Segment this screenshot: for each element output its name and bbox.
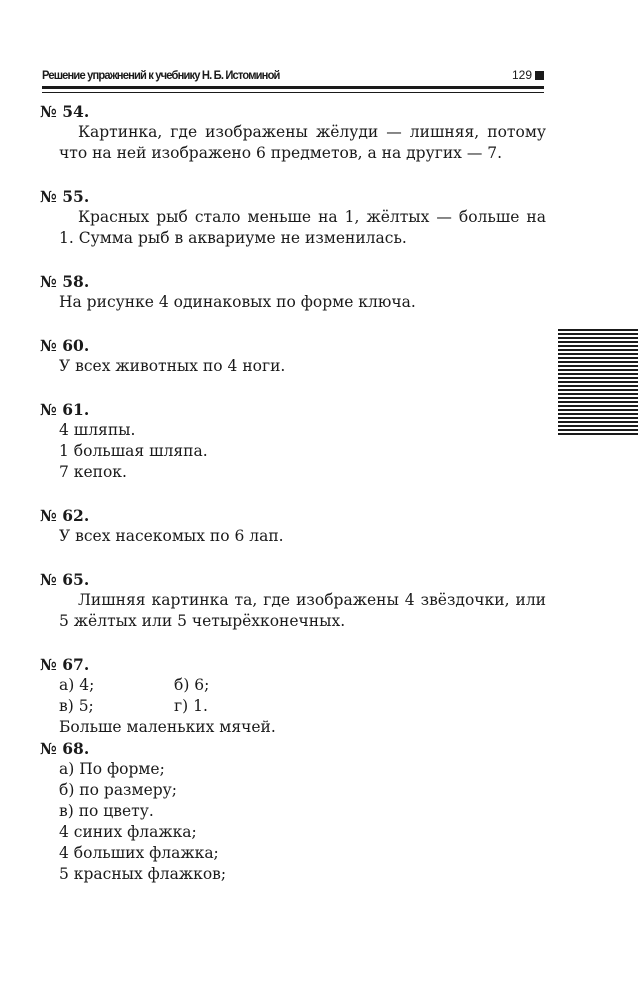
exercise-line: Больше маленьких мячей.: [59, 718, 276, 736]
book-title: Решение упражнений к учебнику Н. Б. Истоминой: [42, 68, 280, 82]
header-rule-thick: [42, 86, 544, 89]
exercise-title: № 67.: [40, 655, 90, 674]
square-marker-icon: [535, 71, 544, 80]
exercise-line: У всех животных по 4 ноги.: [59, 357, 286, 375]
exercise-54: [40, 101, 546, 164]
striped-thumb-tab: [558, 329, 638, 437]
answer-a: а) 4;: [59, 676, 95, 694]
exercise-title: № 54.: [40, 102, 90, 121]
exercise-line: б) по размеру;: [59, 781, 178, 799]
exercise-58: [40, 271, 546, 313]
exercise-55: [40, 186, 546, 249]
running-header: [42, 67, 544, 85]
exercise-68: [40, 738, 546, 885]
exercise-title: № 68.: [40, 739, 90, 758]
exercise-line: в) по цвету.: [59, 802, 154, 820]
exercise-line: 7 кепок.: [59, 463, 127, 481]
exercise-text: Картинка, где изображены жёлуди — лишняя, потому что на ней изображено 6 предметов, а на других — 7.: [59, 123, 546, 162]
exercise-line: 1 большая шляпа.: [59, 442, 208, 460]
exercise-line: 4 больших флажка;: [59, 844, 219, 862]
exercise-line: 5 красных флажков;: [59, 865, 227, 883]
exercise-title: № 65.: [40, 570, 90, 589]
exercise-title: № 60.: [40, 336, 90, 355]
header-rule-thin: [42, 92, 544, 93]
exercise-title: № 55.: [40, 187, 90, 206]
exercise-title: № 62.: [40, 506, 90, 525]
exercise-text: Лишняя картинка та, где изображены 4 звёздочки, или 5 жёлтых или 5 четырёхконечных.: [59, 591, 546, 630]
exercise-line: На рисунке 4 одинаковых по форме ключа.: [59, 293, 416, 311]
exercise-65: [40, 569, 546, 632]
answer-c: в) 5;: [59, 697, 94, 715]
answer-d: г) 1.: [174, 697, 208, 715]
exercise-line: У всех насекомых по 6 лап.: [59, 527, 284, 545]
exercise-62: [40, 505, 546, 547]
exercise-line: 4 синих флажка;: [59, 823, 197, 841]
exercise-title: № 58.: [40, 272, 90, 291]
page-number: 129: [511, 68, 532, 82]
answer-row: [40, 675, 546, 696]
exercise-title: № 61.: [40, 400, 90, 419]
page-content: [40, 101, 546, 885]
exercise-text: Красных рыб стало меньше на 1, жёлтых — больше на 1. Сумма рыб в аквариуме не изменилась.: [59, 208, 546, 247]
exercise-61: [40, 399, 546, 483]
exercise-67: [40, 654, 546, 738]
exercise-line: а) По форме;: [59, 760, 165, 778]
answer-b: б) 6;: [174, 676, 210, 694]
exercise-line: 4 шляпы.: [59, 421, 136, 439]
exercise-60: [40, 335, 546, 377]
answer-row: [40, 696, 546, 717]
